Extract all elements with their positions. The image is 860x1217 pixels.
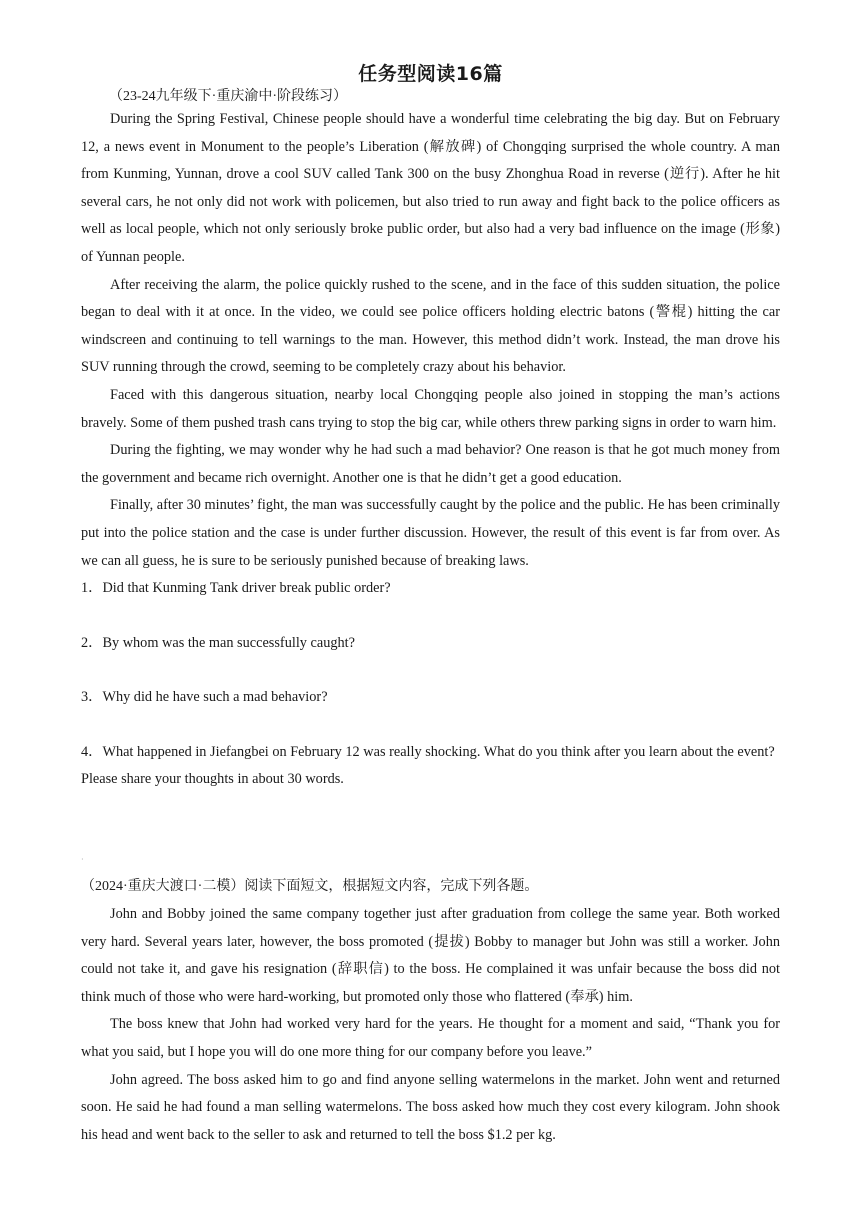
question-2: 2．By whom was the man successfully caught? (81, 634, 355, 651)
passage1-paragraph: During the Spring Festival, Chinese people should have a wonderful time celebrating the big day. But on February 12, a news event in Monument to the people’s Liberation (解放碑) of Chongqing surprised the whole country. A man from Kunming, Yunnan, drove a cool SUV called Tank 300 on the busy Zhonghua Road in reverse (逆行). After he hit several cars, he not only did not work with policemen, but also tried to run away and fight back to the police officers as well as local people, which not only seriously broke public order, but also had a very bad influence on the image (形象) of Yunnan people. (81, 111, 780, 265)
passage1-paragraph: After receiving the alarm, the police quickly rushed to the scene, and in the face of this sudden situation, the police began to deal with it at once. In the video, we could see police officers holding electric batons (警棍) hitting the car windscreen and continuing to tell warnings to the man. However, this method didn’t work. Instead, the man drove his SUV running through the crowd, seeming to be completely crazy about his behavior. (81, 276, 780, 376)
question-1: 1．Did that Kunming Tank driver break public order? (81, 580, 391, 597)
document-page (81, 60, 780, 1149)
separator-dot: · (81, 855, 84, 865)
passage2-paragraph: The boss knew that John had worked very hard for the years. He thought for a moment and said, “Thank you for what you said, but I hope you will do one more thing for our company before you leave.” (81, 1016, 780, 1061)
question-3: 3．Why did he have such a mad behavior? (81, 689, 328, 706)
page-title: 任务型阅读16篇 (358, 63, 503, 85)
passage1-paragraph: During the fighting, we may wonder why he had such a mad behavior? One reason is that he got much money from the government and became rich overnight. Another one is that he didn’t get a good education. (81, 442, 780, 486)
passage1-source: （23-24九年级下·重庆渝中·阶段练习） (109, 89, 347, 104)
passage1-paragraph: Faced with this dangerous situation, nearby local Chongqing people also joined in stopping the man’s actions bravely. Some of them pushed trash cans trying to stop the big car, while others threw parking signs in order to warn him. (81, 386, 780, 431)
answer-space (81, 657, 780, 684)
answer-space (81, 712, 780, 739)
passage2-source: （2024·重庆大渡口·二模）阅读下面短文，根据短文内容，完成下列各题。 (81, 879, 539, 895)
question-4: 4．What happened in Jiefangbei on February 12 was really shocking. What do you think after you learn about the event? Please share your thoughts in about 30 words. (81, 743, 775, 788)
passage2-paragraph: John and Bobby joined the same company together just after graduation from college the same year. Both worked very hard. Several years later, however, the boss promoted (提拔) Bobby to manager but John was still a worker. John could not take it, and gave his resignation (辞职信) to the boss. He complained it was unfair because the boss did not think much of those who were hard-working, but promoted only those who flattered (奉承) him. (81, 906, 780, 1005)
passage2-paragraph: John agreed. The boss asked him to go and find anyone selling watermelons in the market. John went and returned soon. He said he had found a man selling watermelons. The boss asked how much they cost every kilogram. John shook his head and went back to the seller to ask and returned to tell the boss $1.2 per kg. (81, 1071, 780, 1143)
answer-space (81, 603, 780, 630)
passage1-paragraph: Finally, after 30 minutes’ fight, the man was successfully caught by the police and the public. He has been criminally put into the police station and the case is under further discussion. However, the result of this event is far from over. As we can all guess, he is sure to be seriously punished because of breaking laws. (81, 497, 780, 569)
answer-space (81, 794, 780, 850)
